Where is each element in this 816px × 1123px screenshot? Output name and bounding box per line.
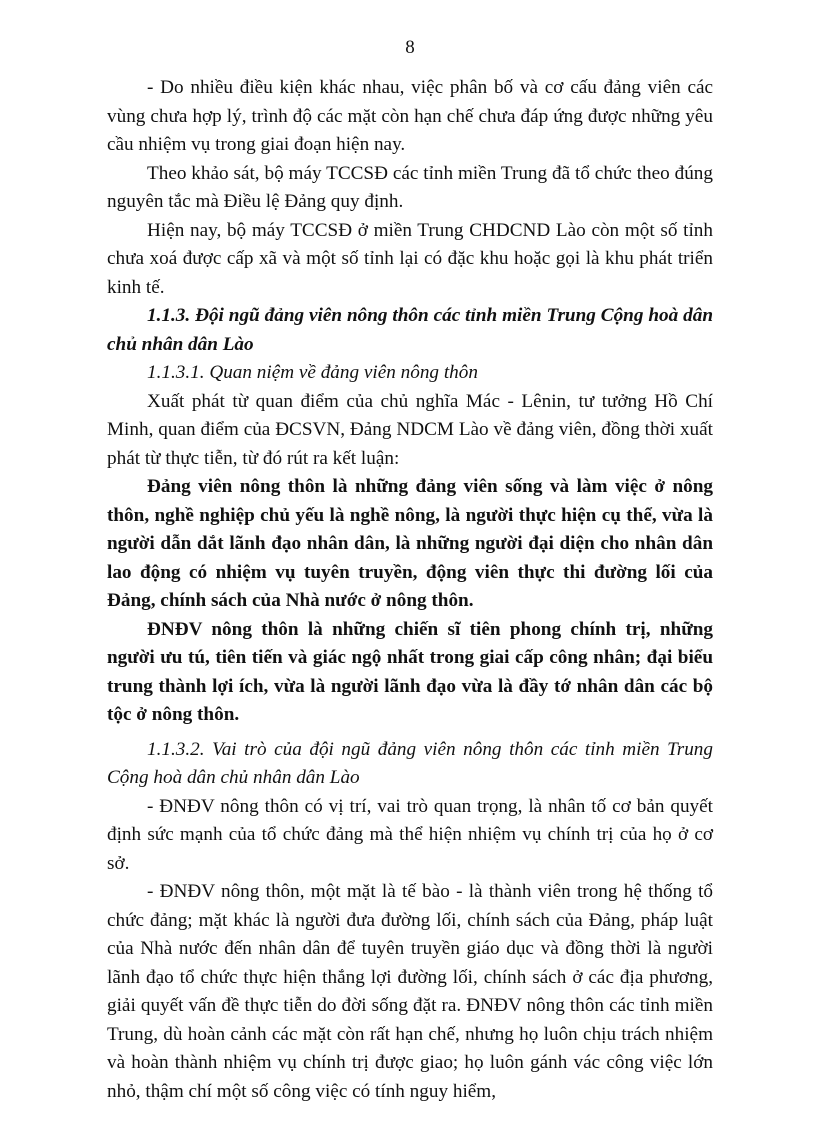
paragraph-role-cell: - ĐNĐV nông thôn, một mặt là tế bào - là thành viên trong hệ thống tổ chức đảng; mặt khác là người đưa đường lối, chính sách của Đảng, pháp luật của Nhà nước đến nhân dân để tuyên truyền giáo dục và đồng thời là người lãnh đạo tổ chức thực hiện thắng lợi đường lối, chính sách ở các địa phương, giải quyết vấn đề thực tiễn do đời sống đặt ra. ĐNĐV nông thôn các tỉnh miền Trung, dù hoàn cảnh các mặt còn rất hạn chế, nhưng họ luôn chịu trách nhiệm và hoàn thành nhiệm vụ chính trị được giao; họ luôn gánh vác công việc lớn nhỏ, thậm chí một số công việc có tính nguy hiểm, [107, 881, 713, 1102]
subsection-heading-1-1-3-2: 1.1.3.2. Vai trò của đội ngũ đảng viên nông thôn các tỉnh miền Trung Cộng hoà dân chủ nhân dân Lào [107, 738, 713, 788]
paragraph-role-position: - ĐNĐV nông thôn có vị trí, vai trò quan trọng, là nhân tố cơ bản quyết định sức mạnh của tổ chức đảng mà thể hiện nhiệm vụ chính trị của họ ở cơ sở. [107, 795, 713, 874]
subsection-heading-1-1-3-1: 1.1.3.1. Quan niệm về đảng viên nông thôn [147, 362, 478, 383]
paragraph-definition-rural-member: Đảng viên nông thôn là những đảng viên sống và làm việc ở nông thôn, nghề nghiệp chủ yếu là nghề nông, là người thực hiện cụ thể, vừa là người dẫn dắt lãnh đạo nhân dân, là những người đại diện cho nhân dân lao động có nhiệm vụ tuyên truyền, động viên thực thi đường lối của Đảng, chính sách của Nhà nước ở nông thôn. [107, 476, 713, 611]
paragraph-current-apparatus: Hiện nay, bộ máy TCCSĐ ở miền Trung CHDCND Lào còn một số tỉnh chưa xoá được cấp xã và một số tỉnh lại có đặc khu hoặc gọi là khu phát triển kinh tế. [107, 219, 713, 298]
paragraph-survey: Theo khảo sát, bộ máy TCCSĐ các tỉnh miền Trung đã tổ chức theo đúng nguyên tắc mà Điều lệ Đảng quy định. [107, 162, 713, 212]
paragraph-distribution-limits: - Do nhiều điều kiện khác nhau, việc phân bố và cơ cấu đảng viên các vùng chưa hợp lý, trình độ các mặt còn hạn chế chưa đáp ứng được những yêu cầu nhiệm vụ trong giai đoạn hiện nay. [107, 77, 713, 155]
paragraph-origin: Xuất phát từ quan điểm của chủ nghĩa Mác - Lênin, tư tưởng Hồ Chí Minh, quan điểm của ĐCSVN, Đảng NDCM Lào về đảng viên, đồng thời xuất phát từ thực tiễn, từ đó rút ra kết luận: [107, 390, 713, 469]
page-number: 8 [405, 37, 415, 58]
section-heading-1-1-3: 1.1.3. Đội ngũ đảng viên nông thôn các tỉnh miền Trung Cộng hoà dân chủ nhân dân Lào [107, 305, 713, 355]
document-page [107, 0, 713, 1106]
paragraph-definition-rural-cadre: ĐNĐV nông thôn là những chiến sĩ tiên phong chính trị, những người ưu tú, tiên tiến và giác ngộ nhất trong giai cấp công nhân; đại biểu trung thành lợi ích, vừa là người lãnh đạo vừa là đầy tớ nhân dân các bộ tộc ở nông thôn. [107, 618, 713, 725]
